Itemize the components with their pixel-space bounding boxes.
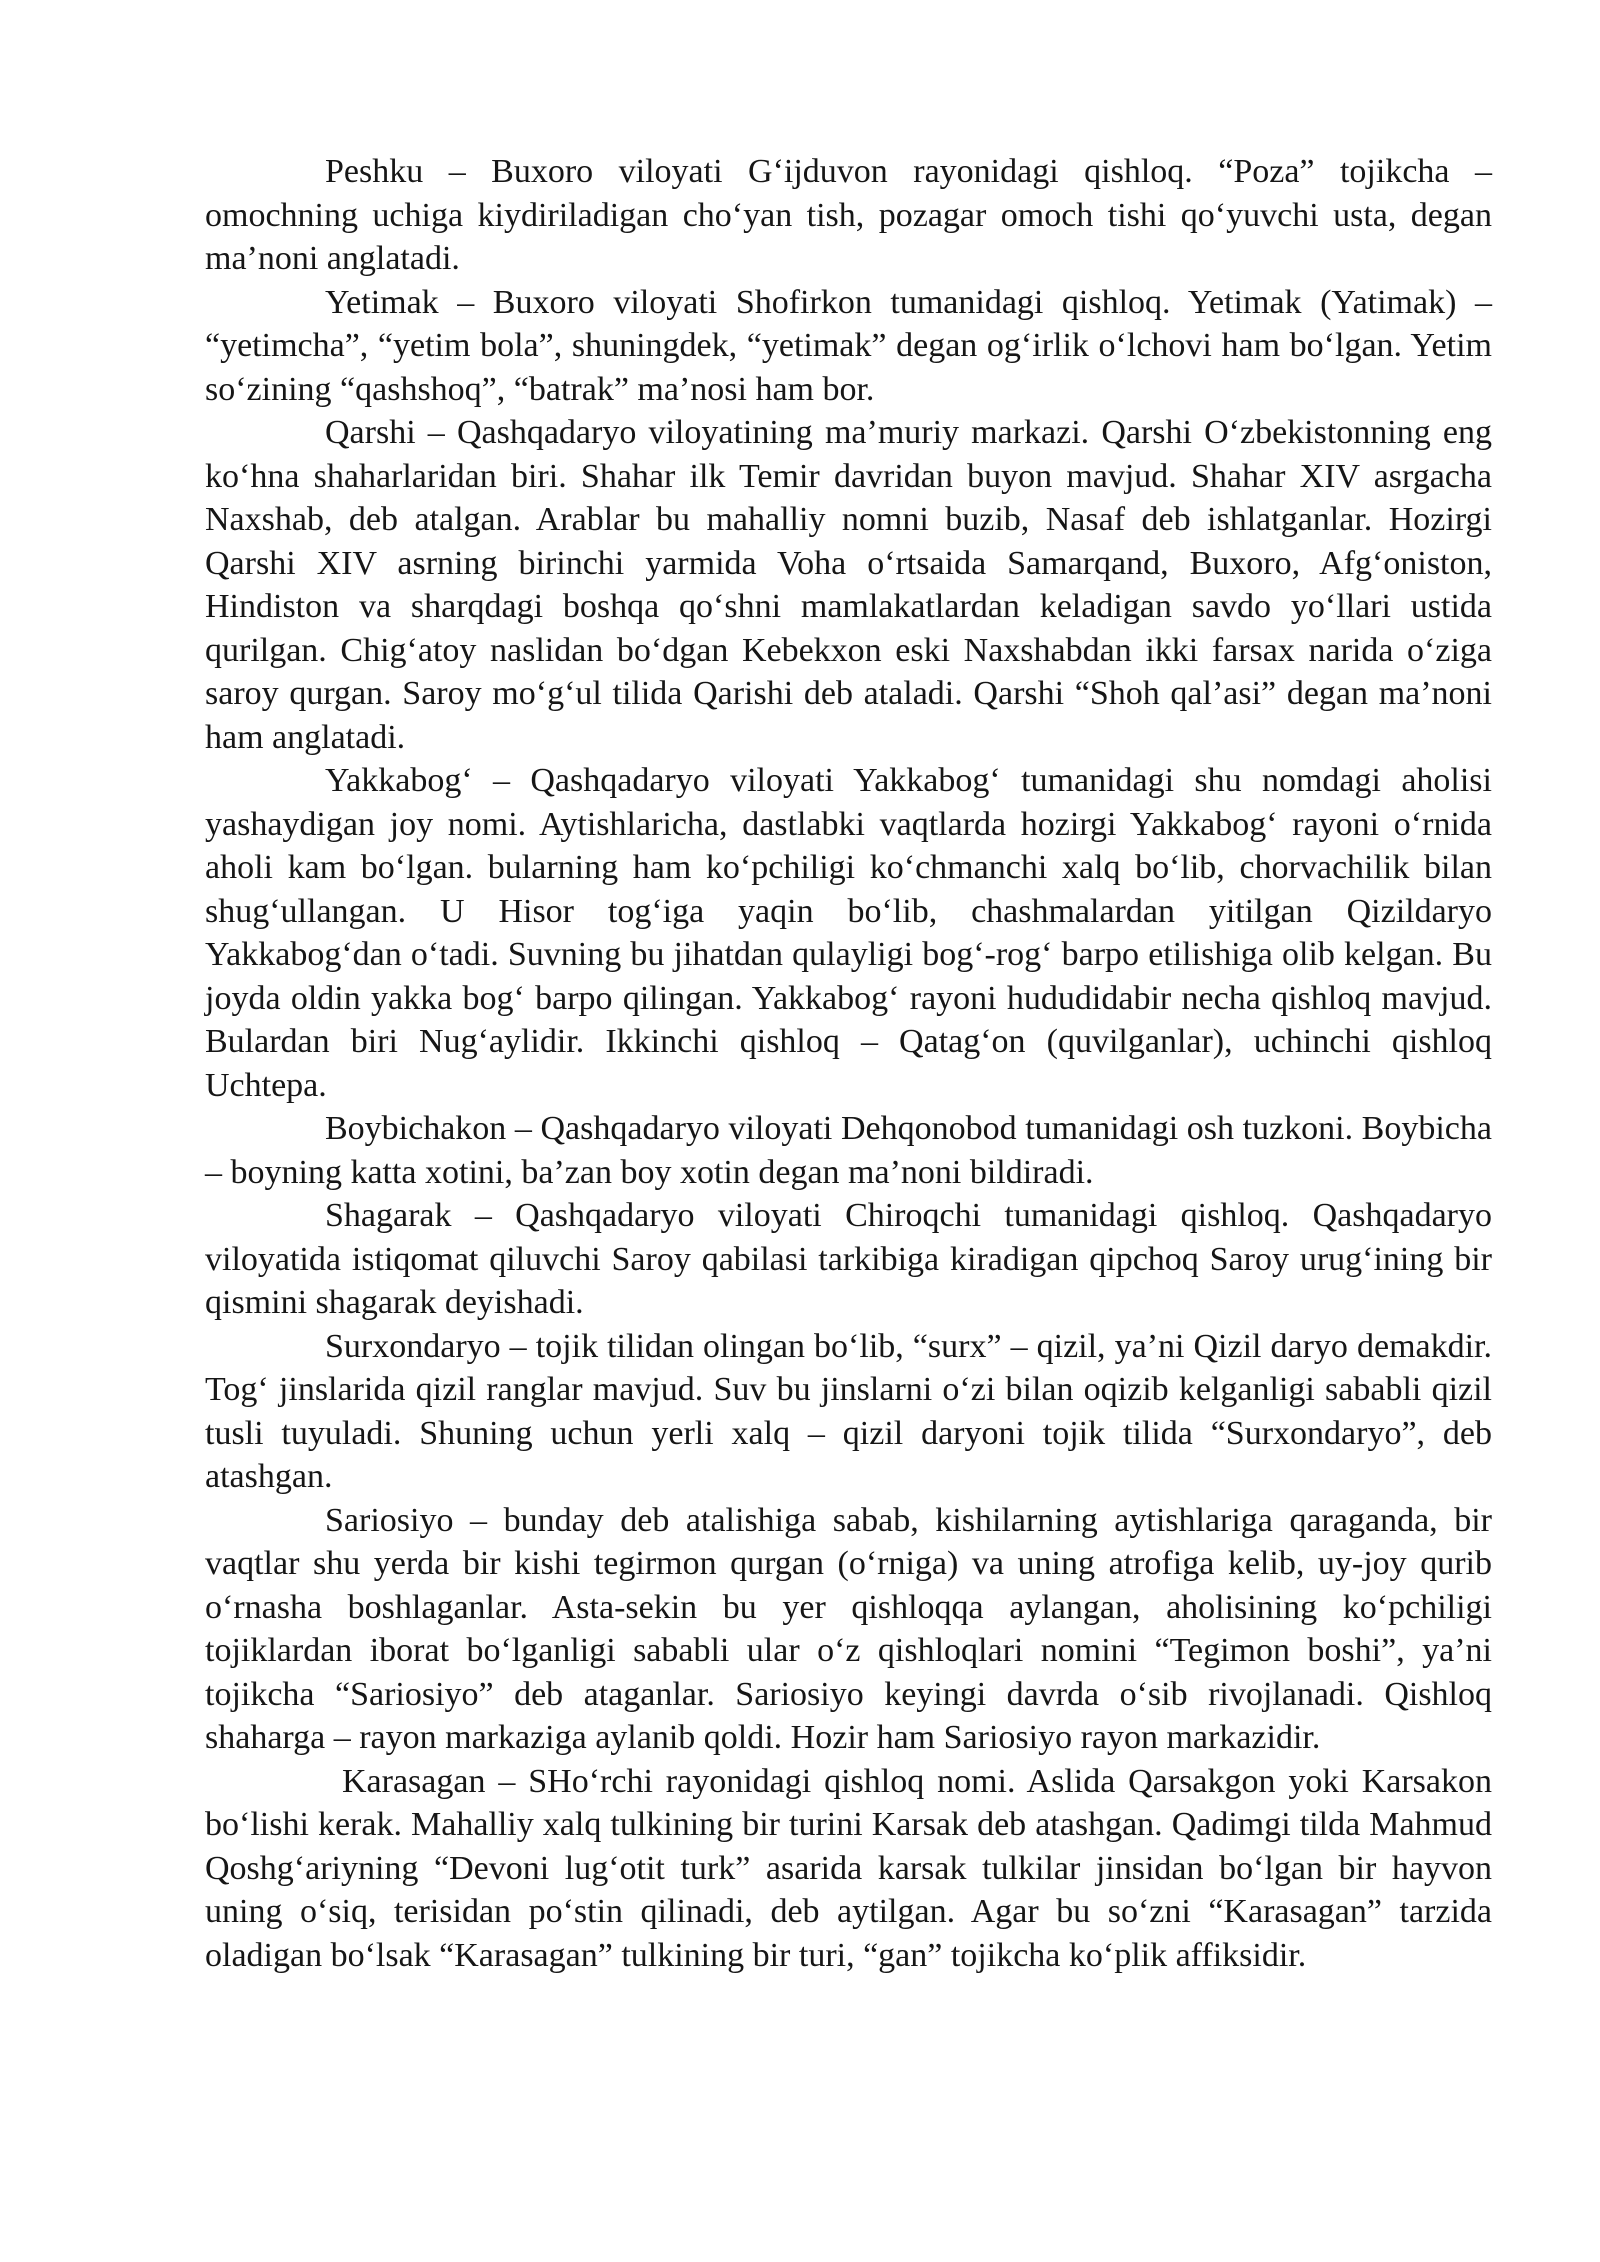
paragraph-yetimak: Yetimak – Buxoro viloyati Shofirkon tumanidagi qishloq. Yetimak (Yatimak) – “yetimcha”, “yetim bola”, shuningdek, “yetimak” degan og‘irlik o‘lchovi ham bo‘lgan. Yetim so‘zining “qashshoq”, “batrak” ma’nosi ham bor. — [205, 283, 1492, 408]
paragraph-qarshi: Qarshi – Qashqadaryo viloyatining ma’muriy markazi. Qarshi O‘zbekistonning eng ko‘hna shaharlaridan biri. Shahar ilk Temir davridan buyon mavjud. Shahar XIV asrgacha Naxshab, deb atalgan. Arablar bu mahalliy nomni buzib, Nasaf deb ishlatganlar. Hozirgi Qarshi XIV asrning birinchi yarmida Voha o‘rtsaida Samarqand, Buxoro, Afg‘oniston, Hindiston va sharqdagi boshqa qo‘shni mamlakatlardan keladigan savdo yo‘llari ustida qurilgan. Chig‘atoy naslidan bo‘dgan Kebekxon eski Naxshabdan ikki farsax narida o‘ziga saroy qurgan. Saroy mo‘g‘ul tilida Qarishi deb ataladi. Qarshi “Shoh qal’asi” degan ma’noni ham anglatadi. — [205, 414, 1492, 756]
paragraph-peshku: Peshku – Buxoro viloyati G‘ijduvon rayonidagi qishloq. “Poza” tojikcha – omochning uchiga kiydiriladigan cho‘yan tish, pozagar omoch tishi qo‘yuvchi usta, degan ma’noni anglatadi. — [205, 153, 1492, 277]
paragraph-shagarak: Shagarak – Qashqadaryo viloyati Chiroqchi tumanidagi qishloq. Qashqadaryo viloyatida istiqomat qiluvchi Saroy qabilasi tarkibiga kiradigan qipchoq Saroy urug‘ining bir qismini shagarak deyishadi. — [205, 1197, 1492, 1321]
paragraph-yakkabog: Yakkabog‘ – Qashqadaryo viloyati Yakkabog‘ tumanidagi shu nomdagi aholisi yashaydigan joy nomi. Aytishlaricha, dastlabki vaqtlarda hozirgi Yakkabog‘ rayoni o‘rnida aholi kam bo‘lgan. bularning ham ko‘pchiligi ko‘chmanchi xalq bo‘lib, chorvachilik bilan shug‘ullangan. U Hisor tog‘iga yaqin bo‘lib, chashmalardan yitilgan Qizildaryo Yakkabog‘dan o‘tadi. Suvning bu jihatdan qulayligi bog‘-rog‘ barpo etilishiga olib kelgan. Bu joyda oldin yakka bog‘ barpo qilingan. Yakkabog‘ rayoni hududidabir necha qishloq mavjud. Bulardan biri Nug‘aylidir. Ikkinchi qishloq – Qatag‘on (quvilganlar), uchinchi qishloq Uchtepa. — [205, 762, 1492, 1104]
paragraph-surxondaryo: Surxondaryo – tojik tilidan olingan bo‘lib, “surx” – qizil, ya’ni Qizil daryo demakdir. Tog‘ jinslarida qizil ranglar mavjud. Suv bu jinslarni o‘zi bilan oqizib kelganligi sababli qizil tusli tuyuladi. Shuning uchun yerli xalq – qizil daryoni tojik tilida “Surxondaryo”, deb atashgan. — [205, 1327, 1492, 1495]
document-body — [205, 150, 1492, 1977]
paragraph-sariosiyo: Sariosiyo – bunday deb atalishiga sabab, kishilarning aytishlariga qaraganda, bir vaqtlar shu yerda bir kishi tegirmon qurgan (o‘rniga) va uning atrofiga kelib, uy-joy qurib o‘rnasha boshlaganlar. Asta-sekin bu yer qishloqqa aylangan, aholisining ko‘pchiligi tojiklardan iborat bo‘lganligi sababli ular o‘z qishloqlari nomini “Tegimon boshi”, ya’ni tojikcha “Sariosiyo” deb ataganlar. Sariosiyo keyingi davrda o‘sib rivojlanadi. Qishloq shaharga – rayon markaziga aylanib qoldi. Hozir ham Sariosiyo rayon markazidir. — [205, 1501, 1492, 1756]
paragraph-karasagan: Karasagan – SHo‘rchi rayonidagi qishloq nomi. Aslida Qarsakgon yoki Karsakon bo‘lishi kerak. Mahalliy xalq tulkining bir turini Karsak deb atashgan. Qadimgi tilda Mahmud Qoshg‘ariyning “Devoni lug‘otit turk” asarida karsak tulkilar jinsidan bo‘lgan bir hayvon uning o‘siq, terisidan po‘stin qilinadi, deb aytilgan. Agar bu so‘zni “Karasagan” tarzida oladigan bo‘lsak “Karasagan” tulkining bir turi, “gan” tojikcha ko‘plik affiksidir. — [205, 1762, 1492, 1974]
paragraph-boybichakon: Boybichakon – Qashqadaryo viloyati Dehqonobod tumanidagi osh tuzkoni. Boybicha – boyning katta xotini, ba’zan boy xotin degan ma’noni bildiradi. — [205, 1110, 1492, 1191]
